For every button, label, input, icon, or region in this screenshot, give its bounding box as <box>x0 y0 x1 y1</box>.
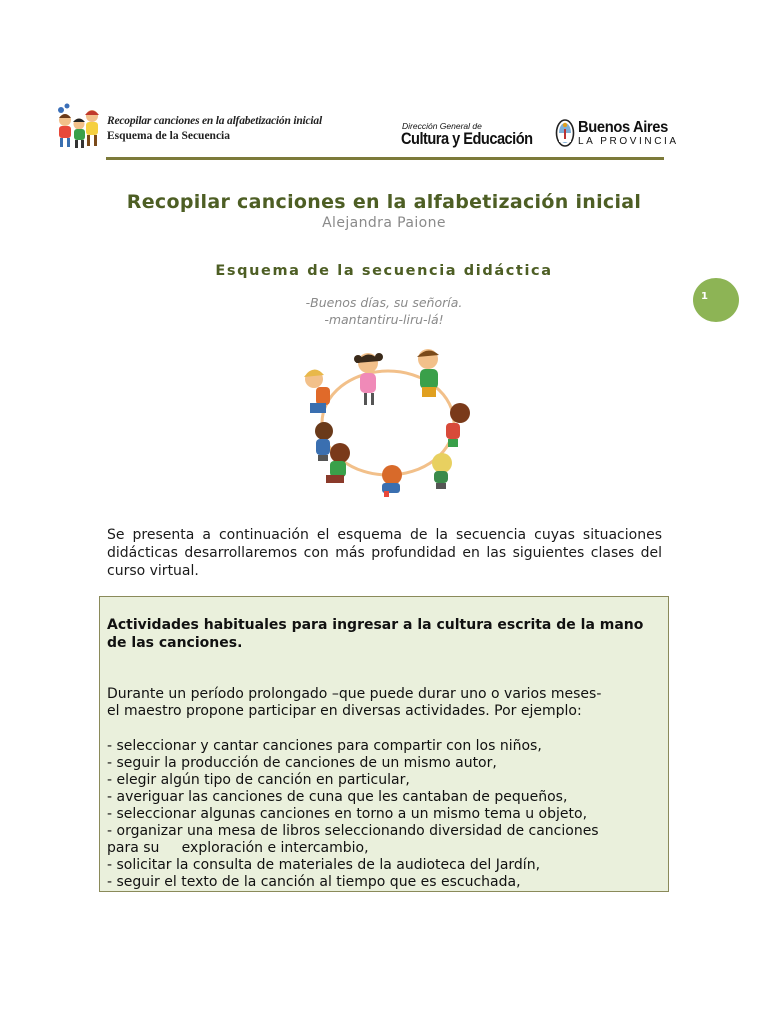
list-item: para su exploración e intercambio, <box>107 840 369 856</box>
header-subtitle: Esquema de la Secuencia <box>107 130 230 142</box>
province-shield-icon <box>555 118 575 148</box>
intro-paragraph: Se presenta a continuación el esquema de la secuencia cuyas situaciones didácticas desarrollaremos con más profundidad en las siguientes clases del curso virtual. <box>107 527 662 579</box>
list-item: - organizar una mesa de libros seleccionando diversidad de canciones <box>107 823 599 839</box>
paragraph-line: el maestro propone participar en diversas actividades. Por ejemplo: <box>107 703 582 719</box>
list-item: - seleccionar y cantar canciones para compartir con los niños, <box>107 738 542 754</box>
org-name-small: Dirección General de <box>402 121 482 131</box>
quote-line-1: -Buenos días, su señoría. <box>305 295 463 310</box>
activities-title: Actividades habituales para ingresar a la cultura escrita de la mano de las canciones. <box>107 617 644 651</box>
list-item: - averiguar las canciones de cuna que les cantaban de pequeños, <box>107 789 568 805</box>
list-item: - solicitar la consulta de materiales de la audioteca del Jardín, <box>107 857 541 873</box>
header-divider <box>106 157 664 160</box>
list-item: - seguir la producción de canciones de un mismo autor, <box>107 755 497 771</box>
document-author: Alejandra Paione <box>322 215 446 231</box>
page-number: 1 <box>701 291 708 302</box>
header-title: Recopilar canciones en la alfabetización inicial <box>107 115 322 127</box>
activities-list <box>107 738 667 891</box>
children-logo-icon <box>52 98 102 150</box>
page-number-badge <box>693 278 739 322</box>
list-item: - seguir el texto de la canción al tiempo que es escuchada, <box>107 874 521 890</box>
list-item: - seleccionar algunas canciones en torno a un mismo tema u objeto, <box>107 806 588 822</box>
quote-line-2: -mantantiru-liru-lá! <box>324 312 444 327</box>
list-item: - elegir algún tipo de canción en particular, <box>107 772 410 788</box>
province-name: Buenos Aires <box>578 119 668 136</box>
province-label: LA PROVINCIA <box>578 136 679 147</box>
activities-paragraph <box>107 686 662 720</box>
section-title: Esquema de la secuencia didáctica <box>215 263 553 279</box>
children-circle-illustration <box>296 343 476 499</box>
paragraph-line: Durante un período prolongado –que puede durar uno o varios meses- <box>107 686 602 702</box>
org-name: Cultura y Educación <box>401 129 533 148</box>
document-title: Recopilar canciones en la alfabetización inicial <box>126 191 642 213</box>
